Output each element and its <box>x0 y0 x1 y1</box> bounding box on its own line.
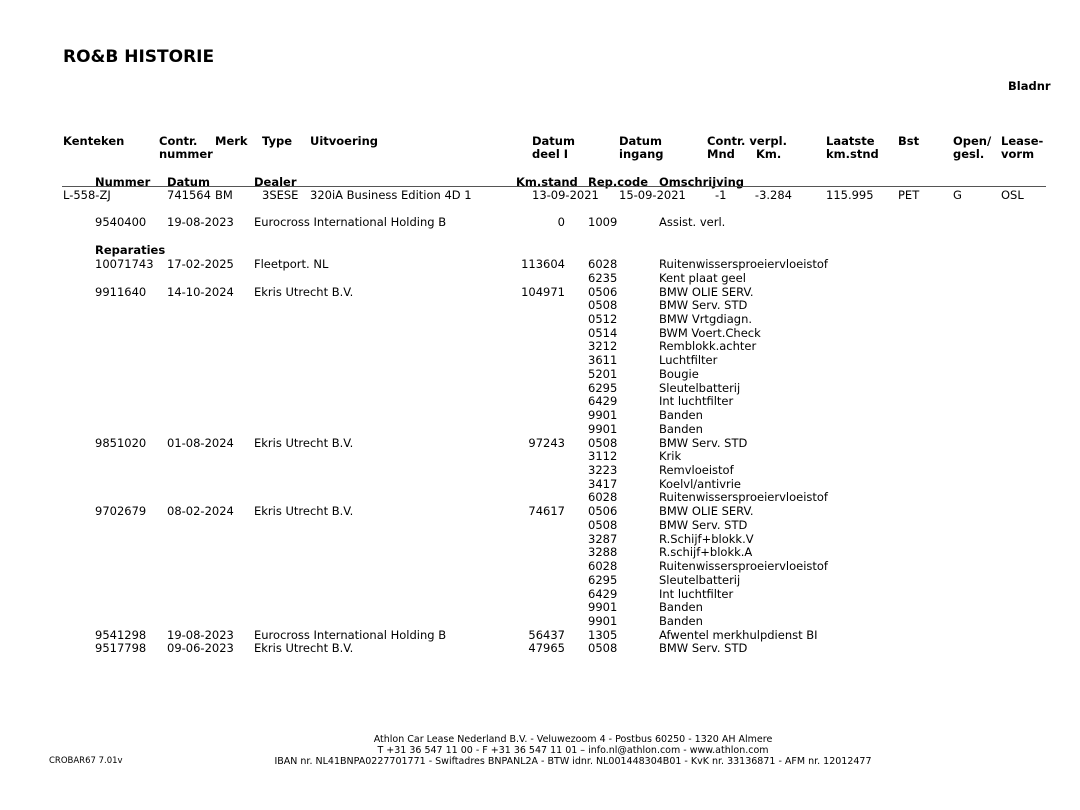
repair-nummer: 9911640 <box>95 284 147 299</box>
vehicle-merk: BM <box>215 188 233 202</box>
subheader-dealer: Dealer <box>254 175 297 189</box>
repair-dealer: Ekris Utrecht B.V. <box>254 504 354 519</box>
repair-dealer: Eurocross International Holding B <box>254 627 447 642</box>
repair-repcode: 9901 <box>588 408 618 422</box>
repair-omschrijving: Sleutelbatterij <box>659 380 741 395</box>
repair-repcode: 5201 <box>588 366 618 381</box>
repair-omschrijving: Remblokk.achter <box>659 339 757 354</box>
repair-omschrijving: Int luchtfilter <box>659 394 734 409</box>
header-lease: Lease- <box>1001 134 1044 148</box>
repair-kmstand: 56437 <box>528 627 565 642</box>
repair-omschrijving: Luchtfilter <box>659 353 718 368</box>
repair-repcode: 9901 <box>588 421 618 436</box>
repair-omschrijving: BMW OLIE SERV. <box>659 284 754 299</box>
repair-nummer: 9851020 <box>95 435 147 450</box>
vehicle-type: 3SESE <box>262 188 299 202</box>
header-divider <box>62 186 1046 187</box>
repair-datum: 08-02-2024 <box>167 504 234 519</box>
repair-omschrijving: Remvloeistof <box>659 463 734 477</box>
header-kmstnd: km.stnd <box>826 147 879 161</box>
repair-omschrijving: Sleutelbatterij <box>659 572 741 587</box>
repair-omschrijving: Int luchtfilter <box>659 586 734 601</box>
repair-repcode: 0506 <box>588 504 618 519</box>
repair-omschrijving: BMW Serv. STD <box>659 517 748 532</box>
header-ingang: ingang <box>619 147 664 161</box>
vehicle-datum-deel: 13-09-2021 <box>532 188 599 202</box>
page-number-label: Bladnr <box>1008 79 1051 93</box>
form-code: CROBAR67 7.01v <box>49 756 123 766</box>
repair-omschrijving: Afwentel merkhulpdienst BI <box>659 627 818 642</box>
repair-dealer: Ekris Utrecht B.V. <box>254 641 354 656</box>
vehicle-laatste-km: 115.995 <box>826 188 874 202</box>
repair-omschrijving: Banden <box>659 421 703 436</box>
repair-repcode: 0508 <box>588 517 618 532</box>
repair-nummer: 9541298 <box>95 627 147 642</box>
assist-datum: 19-08-2023 <box>167 215 234 229</box>
repair-kmstand: 47965 <box>528 641 565 656</box>
subheader-datum: Datum <box>167 175 210 189</box>
assist-repcode: 1009 <box>588 215 618 229</box>
footer-address: Athlon Car Lease Nederland B.V. - Veluwezoom 4 - Postbus 60250 - 1320 AH Almere <box>373 734 773 745</box>
repair-nummer: 9517798 <box>95 641 147 656</box>
repair-repcode: 3611 <box>588 353 618 368</box>
header-laatste: Laatste <box>826 134 875 148</box>
repair-repcode: 6235 <box>588 270 618 285</box>
header-vorm: vorm <box>1001 147 1035 161</box>
repair-repcode: 6028 <box>588 559 618 574</box>
repair-repcode: 0514 <box>588 325 618 340</box>
repair-dealer: Ekris Utrecht B.V. <box>254 284 354 299</box>
header-nummer: nummer <box>159 147 213 161</box>
vehicle-lease: OSL <box>1001 188 1024 202</box>
header-uitvoering: Uitvoering <box>310 134 379 148</box>
header-datum-ingang: Datum <box>619 134 662 148</box>
vehicle-contr: 741564 <box>167 188 211 202</box>
repair-repcode: 0508 <box>588 298 618 313</box>
repair-repcode: 3112 <box>588 449 618 464</box>
repair-repcode: 6295 <box>588 380 618 395</box>
repair-omschrijving: BMW OLIE SERV. <box>659 504 754 519</box>
repair-repcode: 6429 <box>588 394 618 409</box>
repair-repcode: 1305 <box>588 627 618 642</box>
assist-dealer: Eurocross International Holding B <box>254 215 447 229</box>
repair-dealer: Fleetport. NL <box>254 257 329 271</box>
repair-omschrijving: Bougie <box>659 366 699 381</box>
repair-repcode: 9901 <box>588 614 618 628</box>
reparaties-heading: Reparaties <box>95 243 166 257</box>
repair-repcode: 0508 <box>588 641 618 656</box>
repair-omschrijving: R.schijf+blokk.A <box>659 545 753 560</box>
vehicle-datum-ingang: 15-09-2021 <box>619 188 686 202</box>
repair-dealer: Ekris Utrecht B.V. <box>254 435 354 450</box>
repair-datum: 17-02-2025 <box>167 257 234 271</box>
repair-repcode: 0512 <box>588 311 618 326</box>
repair-omschrijving: Krik <box>659 449 682 464</box>
repair-repcode: 3417 <box>588 476 618 491</box>
assist-kmstand: 0 <box>557 215 565 229</box>
header-deel: deel I <box>532 147 569 161</box>
footer-contact: T +31 36 547 11 00 - F +31 36 547 11 01 – info.nl@athlon.com - www.athlon.com <box>377 745 769 756</box>
repair-kmstand: 97243 <box>528 435 565 450</box>
repair-repcode: 3287 <box>588 531 618 546</box>
repair-repcode: 6028 <box>588 490 618 505</box>
repair-omschrijving: Ruitenwissersproeiervloeistof <box>659 559 828 574</box>
header-gesl: gesl. <box>953 147 985 161</box>
subheader-repcode: Rep.code <box>588 175 649 189</box>
repair-repcode: 0506 <box>588 284 618 299</box>
repair-datum: 09-06-2023 <box>167 641 234 656</box>
repair-omschrijving: Koelvl/antivrie <box>659 476 741 491</box>
header-bst: Bst <box>898 134 920 148</box>
header-mnd: Mnd <box>707 147 735 161</box>
vehicle-km: -3.284 <box>754 188 792 202</box>
repair-omschrijving: Ruitenwissersproeiervloeistof <box>659 490 828 505</box>
repair-nummer: 10071743 <box>95 257 154 271</box>
repair-repcode: 6429 <box>588 586 618 601</box>
header-contr: Contr. <box>159 134 198 148</box>
header-km: Km. <box>756 147 782 161</box>
repair-repcode: 9901 <box>588 600 618 615</box>
repair-omschrijving: Banden <box>659 408 703 422</box>
repair-kmstand: 74617 <box>528 504 565 519</box>
repair-omschrijving: R.Schijf+blokk.V <box>659 531 754 546</box>
repair-kmstand: 104971 <box>521 284 565 299</box>
subheader-kmstand: Km.stand <box>516 175 578 189</box>
subheader-nummer: Nummer <box>95 175 151 189</box>
header-type: Type <box>262 134 293 148</box>
repair-omschrijving: Banden <box>659 600 703 615</box>
footer-bank: IBAN nr. NL41BNPA0227701771 - Swiftadres BNPANL2A - BTW idnr. NL001448304B01 - KvK nr. 33136871 - AFM nr. 12012477 <box>274 756 872 767</box>
repair-omschrijving: BMW Vrtgdiagn. <box>659 311 753 326</box>
repair-omschrijving: BMW Serv. STD <box>659 298 748 313</box>
repair-repcode: 3223 <box>588 463 618 477</box>
header-kenteken: Kenteken <box>63 134 125 148</box>
repair-repcode: 6028 <box>588 257 618 271</box>
vehicle-open: G <box>953 188 962 202</box>
repair-kmstand: 113604 <box>521 257 565 271</box>
repair-repcode: 0508 <box>588 435 618 450</box>
vehicle-uitvoering: 320iA Business Edition 4D 1 <box>310 188 472 202</box>
repair-omschrijving: BMW Serv. STD <box>659 435 748 450</box>
repair-nummer: 9702679 <box>95 504 147 519</box>
header-merk: Merk <box>215 134 248 148</box>
repair-datum: 01-08-2024 <box>167 435 234 450</box>
repair-datum: 14-10-2024 <box>167 284 234 299</box>
vehicle-kenteken: L-558-ZJ <box>63 188 111 202</box>
assist-nummer: 9540400 <box>95 215 147 229</box>
vehicle-bst: PET <box>898 188 920 202</box>
repair-repcode: 3288 <box>588 545 618 560</box>
assist-omschrijving: Assist. verl. <box>659 215 726 229</box>
repair-omschrijving: BMW Serv. STD <box>659 641 748 656</box>
page-title: RO&B HISTORIE <box>63 47 215 67</box>
repair-omschrijving: BWM Voert.Check <box>659 325 761 340</box>
header-open: Open/ <box>953 134 992 148</box>
repair-datum: 19-08-2023 <box>167 627 234 642</box>
repair-omschrijving: Kent plaat geel <box>659 270 746 285</box>
repair-omschrijving: Banden <box>659 614 703 628</box>
vehicle-mnd: -1 <box>715 188 727 202</box>
repair-repcode: 6295 <box>588 572 618 587</box>
repair-repcode: 3212 <box>588 339 618 354</box>
repair-omschrijving: Ruitenwissersproeiervloeistof <box>659 257 828 271</box>
header-contr-verpl: Contr. verpl. <box>707 134 787 148</box>
subheader-omschrijving: Omschrijving <box>659 175 745 189</box>
header-datum-deel: Datum <box>532 134 575 148</box>
